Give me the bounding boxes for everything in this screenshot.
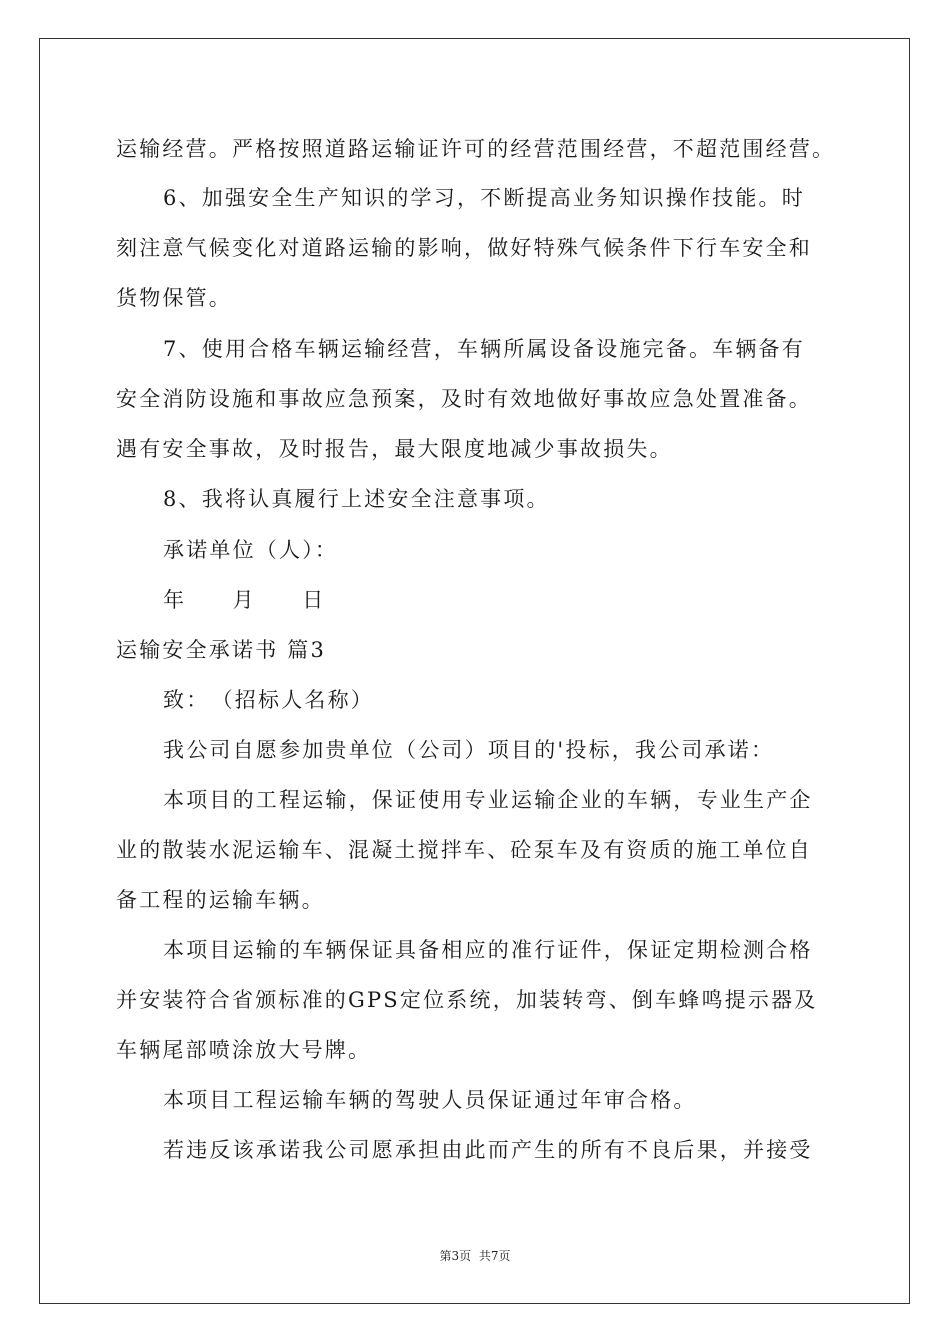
body-line: 车辆尾部喷涂放大号牌。 [116,1038,372,1062]
page-border [39,38,910,1304]
page-total: 共7页 [478,1249,511,1263]
page-footer [0,1248,950,1264]
addressee-line: 致： （招标人名称） [163,688,374,712]
body-line: 货物保管。 [116,286,232,310]
body-line: 并安装符合省颁标准的GPS定位系统，加装转弯、倒车蜂鸣提示器及 [116,988,818,1012]
body-line: 本项目工程运输车辆的驾驶人员保证通过年审合格。 [163,1088,697,1112]
body-line: 6、加强安全生产知识的学习，不断提高业务知识操作技能。时 [163,186,805,210]
body-line: 本项目运输的车辆保证具备相应的准行证件，保证定期检测合格 [163,938,813,962]
page-number: 第3页 [439,1249,472,1263]
body-line: 7、使用合格车辆运输经营，车辆所属设备设施完备。车辆备有 [163,337,805,361]
body-line: 业的散装水泥运输车、混凝土搅拌车、砼泵车及有资质的施工单位自 [116,838,812,862]
body-line: 运输经营。严格按照道路运输证许可的经营范围经营，不超范围经营。 [116,137,836,161]
body-line: 若违反该承诺我公司愿承担由此而产生的所有不良后果，并接受 [163,1138,813,1162]
body-line: 备工程的运输车辆。 [116,888,325,912]
signatory-label: 承诺单位（人）： [163,538,339,562]
body-line: 本项目的工程运输，保证使用专业运输企业的车辆，专业生产企 [163,788,813,812]
body-line: 安全消防设施和事故应急预案，及时有效地做好事故应急处置准备。 [116,387,812,411]
section-heading: 运输安全承诺书 篇3 [116,638,327,662]
body-line: 我公司自愿参加贵单位（公司）项目的'投标，我公司承诺： [163,738,775,762]
body-line: 8、我将认真履行上述安全注意事项。 [163,487,550,511]
body-line: 刻注意气候变化对道路运输的影响，做好特殊气候条件下行车安全和 [116,236,812,260]
date-line: 年 月 日 [163,588,326,612]
body-line: 遇有安全事故，及时报告，最大限度地减少事故损失。 [116,437,673,461]
